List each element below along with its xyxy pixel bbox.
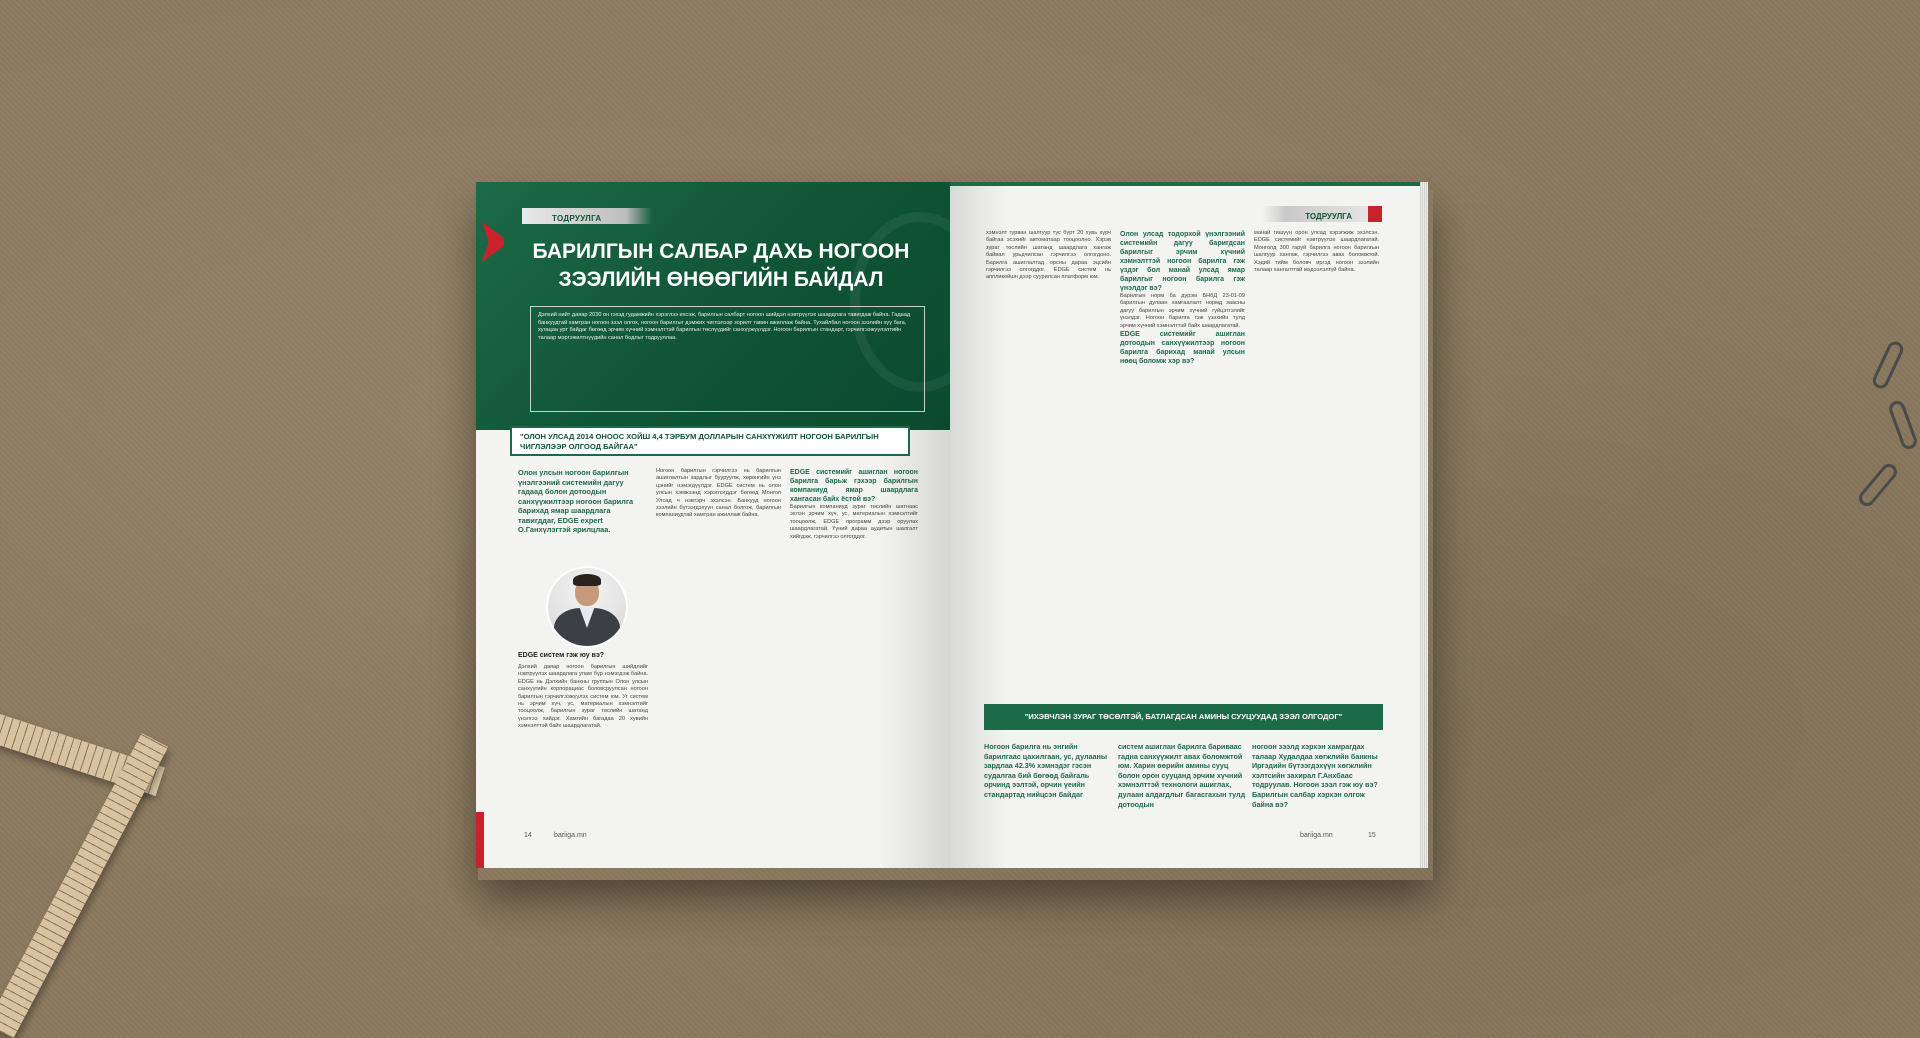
- paperclip-icon-3: [1856, 461, 1900, 510]
- right-column-2-text: Барилгын норм ба дүрэм БНбД 23-01-09 барилгын дулаан хамгаалалт нормд заасны дагуу барилгын эрчим хүчний гүйцэтгэлийг үнэлдэг. Ногоон барилга гэж үзэхийн тулд эрчим хүчний хэмнэлттэй байх шаардлагатай.: [1120, 293, 1245, 329]
- question-heading-2: EDGE системийг ашиглан ногоон барилга барьж гэхээр барилгын компаниуд ямар шаардлага хангасан байх ёстой вэ?: [790, 469, 918, 503]
- body-column-2: Ногоон барилгын гэрчилгээ нь барилгын ашиглалтын зардлыг бууруулж, хөрөнгийн үнэ цэнийг нэмэгдүүлдэг. EDGE систем нь олон улсын хэмжээнд хэрэглэгддэг бөгөөд Монгол Улсад ч нэвтэрч эхэлсэн. Банкууд ногоон зээлийн бүтээгдэхүүн санал болгож, барилгын компаниудтай хамтран ажиллаж байна.: [656, 468, 781, 519]
- section-tag: ТОДРУУЛГА: [522, 208, 652, 224]
- section-tag-right: ТОДРУУЛГА: [1262, 206, 1382, 222]
- footer-site-right: bariiga.mn: [1300, 832, 1333, 839]
- section-marker-right: [1368, 206, 1382, 222]
- body-column-3: [790, 468, 918, 812]
- pull-quote-text: "ОЛОН УЛСАД 2014 ОНООС ХОЙШ 4,4 ТЭРБУМ ДОЛЛАРЫН САНХҮҮЖИЛТ НОГООН БАРИЛГЫН ЧИГЛЭЛЭЭР ОЛГООД БАЙГАА": [520, 432, 879, 451]
- page-number-right: 15: [1368, 832, 1376, 839]
- top-accent-bar: [950, 182, 1428, 186]
- right-column-1: хэмнэлт гурван шалгуур тус бүрт 20 хувь хүрч байгаа эсэхийг автоматаар тооцоолно. Хэрэв зураг төслийн шатанд шаардлага хангаж байвал урьдчилсан гэрчилгээ олгогдоно. Барилга ашиглалтад орсны дараа эцсийн гэрчилгээ олгогддог. EDGE систем нь аппликейшн дээр суурилсан платформ юм.: [986, 230, 1111, 281]
- interviewee-photo: [546, 566, 628, 648]
- right-question-2: EDGE системийг ашиглан дотоодын санхүүжилтээр ногоон барилга барихад манай улсын нөөц боломж хэр вэ?: [1120, 331, 1245, 366]
- page-number: 14: [524, 832, 532, 839]
- right-column-2: [1120, 230, 1245, 695]
- wooden-ruler-2: [0, 733, 168, 1038]
- right-question-1: Олон улсад тодорхой үнэлгээний системийн дагуу баригдсан барилгыг эрчим хүчний хэмнэлттэй ногоон барилга гэж үздэг бол манай улсад ямар барилгыг ногоон барилга гэж үнэлдэг вэ?: [1120, 231, 1245, 292]
- quote-banner: "ИХЭВЧЛЭН ЗУРАГ ТӨСӨЛТЭЙ, БАТЛАГДСАН АМИНЫ СУУЦУУДАД ЗЭЭЛ ОЛГОДОГ": [984, 704, 1383, 730]
- footer-accent: [476, 812, 484, 868]
- page-footer: [476, 812, 950, 868]
- body-column-1: Дэлхий даяар ногоон барилгын шийдлийг нэвтрүүлэх шаардлага улам бүр нэмэгдэж байна. EDGE нь Дэлхийн банкны группын Олон улсын санхүүгийн корпорациас боловсруулсан ногоон барилгын гэрчилгээжүүлэх систем юм. Уг систем нь эрчим хүч, ус, материалын хэмнэлтийг тооцоолж, барилгын зураг төслийн шатанд үнэлгээ хийдэг. Хамгийн багадаа 20 хувийн хэмнэлттэй байх шаардлагатай.: [518, 664, 648, 730]
- highlight-column-3: ногоон зээлд хэрхэн хамрагдах талаар Худалдаа хөгжлийн банкны Иргэдийн бүтээгдэхүүн хөгжлийн хэлтсийн захирал Г.Анхбаас тодруулав. Ногоон зээл гэж юу вэ? Барилгын салбар хэрхэн олгож байна вэ?: [1252, 742, 1378, 809]
- right-column-3: манай гишүүн орон улсад хэрэгжиж эхэлсэн. EDGE системийг нэвтрүүлэх шаардлагатай. Монголд 300 гаруй барилга ногоон барилгын шалгуур хангаж, гэрчилгээ авах боломжтой. Хэдий тийм боловч иргэд ногоон зээлийн талаар хангалттай мэдээлэлгүй байна.: [1254, 230, 1379, 274]
- lead-paragraph: Олон улсын ногоон барилгын үнэлгээний системийн дагуу гадаад болон дотоодын санхүүжилтээр ногоон барилга барихад ямар шаардлага тавигддаг, EDGE expert О.Ганхүлэгтэй ярилцлаа.: [518, 468, 634, 534]
- highlight-column-2: систем ашиглан барилга бариваас гадна санхүүжилт авах боломжтой юм. Харин өөрийн амины сууц болон орон сууцанд эрчим хүчний хэмнэлттэй технологи ашиглах, дулаан алдагдлыг багасгахын тулд дотоодын: [1118, 742, 1246, 809]
- magazine-right-page: [950, 182, 1428, 868]
- pull-quote: [510, 426, 910, 456]
- article-title: БАРИЛГЫН САЛБАР ДАХЬ НОГООН ЗЭЭЛИЙН ӨНӨӨГИЙН БАЙДАЛ: [532, 240, 910, 291]
- intro-box: Дэлхий нийт даяар 2030 он гэхэд гудамжийн хэрэглээ ихсэж, барилгын салбарт ногоон шийдэл нэвтрүүлэх шаардлага тавигдаж байна. Гадаад банкуудтай хамтран ногоон зээл олгох, ногоон барилгыг дэмжих чиглэлээр зорилт тавин ажиллаж байна. Тухайлбал ногоон зээлийн хүү бага, хугацаа урт байдаг бөгөөд эрчим хүчний хэмнэлттэй барилгын төслүүдийг санхүүжүүлдэг. Ногоон барилгын стандарт, гэрчилгээжүүлэлтийн талаар мэргэжилтнүүдийн санал бодлыг тодрууллаа.: [530, 306, 925, 412]
- page-edge-stack: [1420, 182, 1428, 868]
- paperclip-icon-2: [1887, 399, 1919, 451]
- magazine-left-page: [476, 182, 950, 868]
- highlight-column-1: Ногоон барилга нь энгийн барилгаас цахилгаан, ус, дулааны зардлаа 42.3% хэмнэдэг гэсэн судалгаа бий бөгөөд байгаль орчинд ээлтэй, орчин үеийн стандартад нийцсэн байдаг: [984, 742, 1108, 799]
- footer-site: bariiga.mn: [554, 832, 587, 839]
- body-column-3-text: Барилгын компаниуд зураг төслийн шатнаас эхлэн эрчим хүч, ус, материалын хэмнэлтийг тооцоолж, EDGE программ дээр оруулах шаардлагатай. Үүний дараа аудитын шалгалт хийгдэж, гэрчилгээ олгогддог.: [790, 504, 918, 540]
- question-heading: EDGE систем гэж юу вэ?: [518, 652, 605, 659]
- paperclip-icon: [1870, 339, 1906, 391]
